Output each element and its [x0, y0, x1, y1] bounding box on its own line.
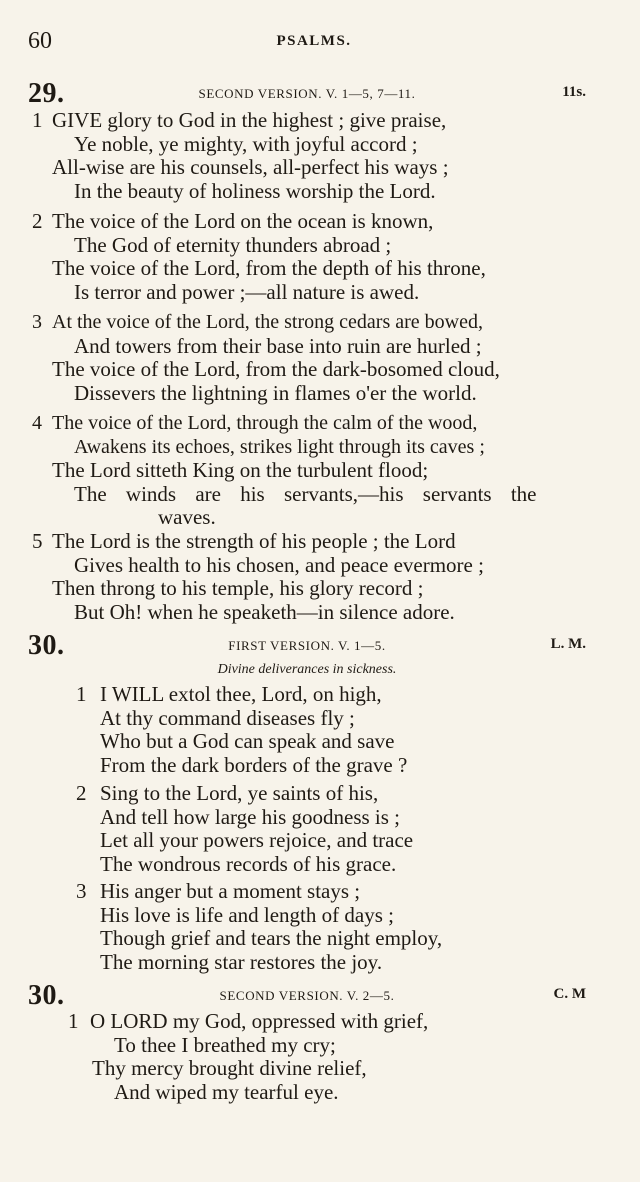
version-label: SECOND VERSION. V. 2—5.	[219, 988, 395, 1003]
verse-line: Ye noble, ye mighty, with joyful accord ;	[74, 131, 418, 156]
stanza	[76, 880, 442, 974]
verse-line: The voice of the Lord, from the dark-bosomed cloud,	[52, 357, 500, 381]
hymn-header	[28, 630, 586, 660]
stanza-number: 3	[32, 311, 42, 333]
verse-line: His love is life and length of days ;	[100, 902, 394, 927]
verse-line: Thy mercy brought divine relief,	[92, 1056, 367, 1080]
version-label: SECOND VERSION. V. 1—5, 7—11.	[198, 86, 416, 101]
verse-line: The voice of the Lord, through the calm of the wood,	[52, 412, 478, 434]
verse-line: waves.	[158, 505, 216, 529]
hymn-number: 29.	[28, 78, 65, 109]
verse-line: The Lord is the strength of his people ; the Lord	[52, 529, 456, 553]
meter-label: 11s.	[562, 84, 586, 100]
verse-line: Though grief and tears the night employ,	[100, 926, 443, 950]
verse-line: The Lord sitteth King on the turbulent flood;	[52, 458, 429, 482]
version-label: FIRST VERSION. V. 1—5.	[228, 638, 386, 653]
verse-line: Let all your powers rejoice, and trace	[100, 828, 414, 852]
stanza-number: 1	[68, 1009, 79, 1033]
hymn-number: 30.	[28, 630, 65, 661]
verse-line: Gives health to his chosen, and peace evermore ;	[74, 552, 484, 577]
stanza	[76, 683, 407, 777]
verse-line: O LORD my God, oppressed with grief,	[90, 1009, 429, 1033]
stanza	[32, 530, 484, 624]
stanza-number: 3	[76, 879, 87, 903]
verse-line: But Oh! when he speaketh—in silence adore.	[74, 599, 455, 624]
verse-line: In the beauty of holiness worship the Lord.	[74, 178, 436, 203]
verse-line: The morning star restores the joy.	[100, 949, 383, 974]
verse-line: From the dark borders of the grave ?	[100, 752, 408, 777]
verse-line: All-wise are his counsels, all-perfect his ways ;	[52, 155, 449, 179]
verse-line: The wondrous records of his grace.	[100, 851, 397, 876]
stanza-number: 4	[32, 412, 42, 434]
verse-line: Who but a God can speak and save	[100, 729, 395, 753]
hymn-header	[28, 980, 586, 1010]
hymn-number: 30.	[28, 980, 65, 1011]
stanza	[32, 412, 537, 530]
verse-line: At thy command diseases fly ;	[100, 705, 355, 730]
verse-line: And tell how large his goodness is ;	[100, 804, 401, 829]
verse-line: Then throng to his temple, his glory record ;	[52, 576, 424, 600]
verse-line: Sing to the Lord, ye saints of his,	[100, 781, 379, 805]
stanza	[76, 782, 413, 876]
verse-line: And towers from their base into ruin are hurled ;	[74, 333, 482, 358]
meter-label: C. M	[553, 986, 586, 1002]
verse-line: Awakens its echoes, strikes light through its caves ;	[74, 435, 485, 458]
hymn-subtitle: Divine deliverances in sickness.	[217, 662, 397, 677]
verse-line: The voice of the Lord on the ocean is known,	[52, 209, 434, 233]
page-number: 60	[28, 28, 52, 54]
stanza-number: 1	[76, 682, 87, 706]
verse-line: Dissevers the lightning in flames o'er the world.	[74, 380, 477, 405]
verse-line: The God of eternity thunders abroad ;	[74, 232, 392, 257]
verse-line: The voice of the Lord, from the depth of his throne,	[52, 256, 486, 280]
verse-line: The winds are his servants,—his servants the	[74, 481, 537, 506]
verse-line: I WILL extol thee, Lord, on high,	[100, 682, 382, 706]
stanza-number: 1	[32, 108, 43, 132]
stanza	[32, 210, 486, 304]
hymn-header	[28, 78, 586, 108]
stanza	[32, 109, 449, 203]
stanza-number: 2	[32, 209, 43, 233]
meter-label: L. M.	[550, 636, 586, 652]
verse-line: At the voice of the Lord, the strong cedars are bowed,	[52, 311, 483, 333]
page-header	[28, 28, 600, 58]
verse-line: Is terror and power ;—all nature is awed.	[74, 279, 420, 304]
stanza-number: 2	[76, 781, 87, 805]
stanza	[32, 311, 500, 405]
running-title: PSALMS.	[276, 33, 352, 49]
stanza	[68, 1010, 428, 1104]
verse-line: GIVE glory to God in the highest ; give praise,	[52, 108, 447, 132]
verse-line: And wiped my tearful eye.	[114, 1079, 339, 1104]
verse-line: To thee I breathed my cry;	[114, 1032, 336, 1057]
verse-line: His anger but a moment stays ;	[100, 879, 361, 903]
stanza-number: 5	[32, 529, 43, 553]
